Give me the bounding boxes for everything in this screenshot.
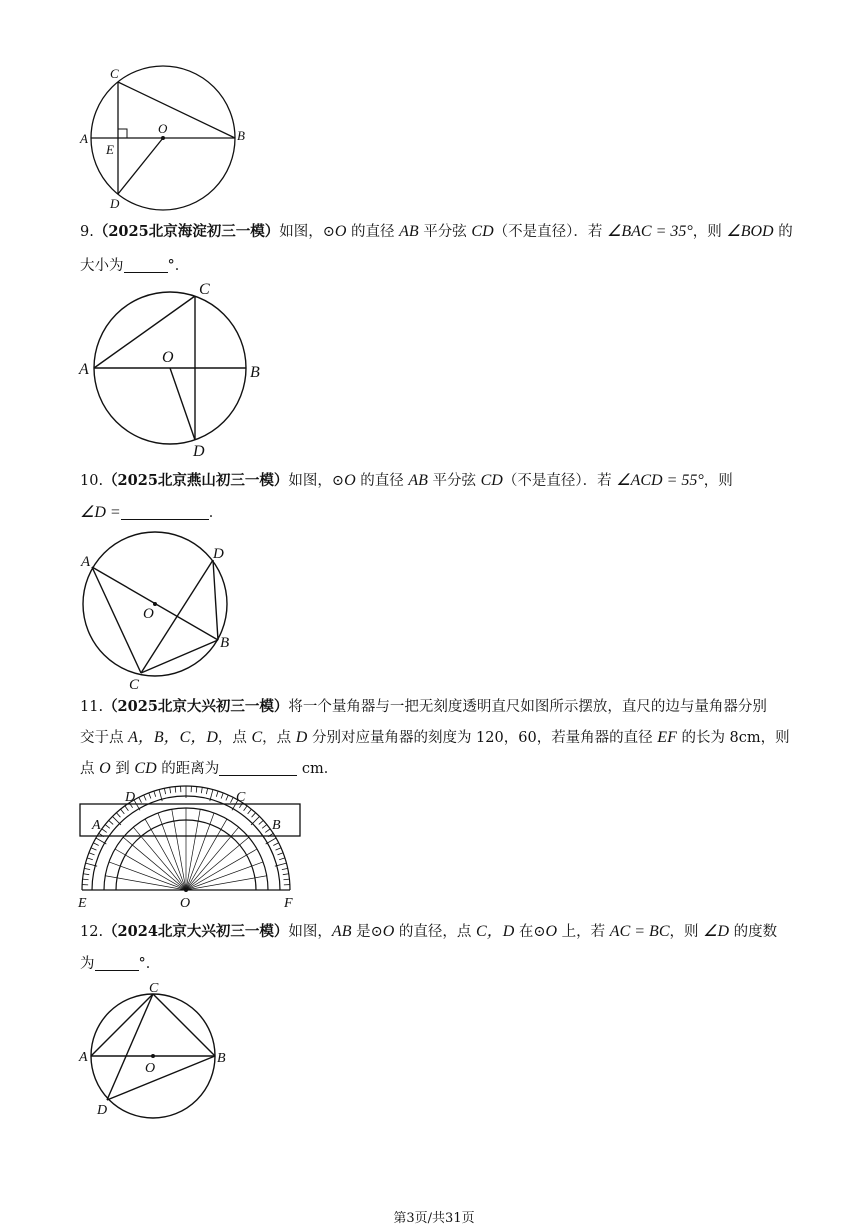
answer-blank[interactable] xyxy=(121,503,209,520)
protractor-tick xyxy=(244,806,248,811)
text: 的直径 xyxy=(346,224,400,240)
protractor-tick xyxy=(116,813,120,817)
question-source: （2024北京大兴初三一模） xyxy=(103,923,289,940)
text: 平分弦 xyxy=(418,224,472,240)
text: 在⊙ xyxy=(514,924,546,940)
text: 上，若 xyxy=(557,924,610,940)
protractor-tick xyxy=(283,879,289,880)
text: 的直径 xyxy=(355,473,409,489)
question-11-line-3 xyxy=(80,753,338,785)
protractor-tick xyxy=(144,795,146,800)
protractor-tick xyxy=(83,879,89,880)
protractor-tick xyxy=(105,825,110,829)
protractor-tick xyxy=(221,793,223,799)
protractor-tick xyxy=(96,838,106,844)
text: 的 xyxy=(773,224,793,240)
text: °． xyxy=(138,956,161,972)
math: C xyxy=(251,729,263,746)
label-b: B xyxy=(217,1051,226,1066)
question-11-line-2 xyxy=(80,722,790,754)
protractor-tick xyxy=(154,791,156,797)
protractor-tick xyxy=(283,874,289,875)
math: C，D xyxy=(476,923,515,940)
text: 的直径，点 xyxy=(394,924,477,940)
math: AB xyxy=(408,472,428,489)
question-11 xyxy=(80,691,767,723)
protractor-tick xyxy=(248,809,252,814)
protractor-tick xyxy=(91,848,96,850)
protractor-tick xyxy=(87,858,93,860)
label-d: D xyxy=(125,790,136,805)
question-10 xyxy=(80,465,733,497)
text: 如图，⊙ xyxy=(279,224,335,240)
text: ． xyxy=(208,505,224,521)
text: ，点 xyxy=(217,730,252,746)
label-d: D xyxy=(193,443,205,460)
question-9 xyxy=(80,216,793,248)
protractor-tick xyxy=(282,868,288,869)
text: 的距离为 xyxy=(156,761,220,777)
text: 为 xyxy=(80,956,95,972)
protractor-tick xyxy=(121,809,125,814)
math: O xyxy=(545,923,558,940)
label-b: B xyxy=(250,364,260,381)
text: 到 xyxy=(110,761,135,777)
math: CD xyxy=(471,223,494,240)
label-c: C xyxy=(199,281,210,298)
protractor-tick xyxy=(279,858,285,860)
protractor-tick xyxy=(89,853,95,855)
protractor-tick xyxy=(93,843,98,846)
label-b: B xyxy=(220,635,230,651)
label-c: C xyxy=(236,790,246,805)
text: （不是直径）．若 xyxy=(502,473,617,489)
label-o: O xyxy=(162,349,174,366)
question-9-line-2 xyxy=(80,250,189,282)
label-a: A xyxy=(79,1050,88,1065)
label-e: E xyxy=(78,896,87,911)
question-12-line-2 xyxy=(80,948,160,980)
math: AB xyxy=(399,223,419,240)
protractor-tick xyxy=(102,829,107,833)
text: 是⊙ xyxy=(351,924,383,940)
protractor-tick xyxy=(251,816,259,824)
protractor-tick xyxy=(109,820,113,824)
page-footer: 第3页/共31页 xyxy=(393,1211,475,1226)
protractor-tick xyxy=(277,853,283,855)
protractor-tick xyxy=(265,829,270,833)
protractor-tick xyxy=(273,843,278,846)
text: 大小为 xyxy=(80,258,124,274)
question-12 xyxy=(80,916,777,948)
text: ，则 xyxy=(669,924,704,940)
text: 如图， xyxy=(288,924,332,940)
label-o: O xyxy=(180,896,191,911)
protractor-tick xyxy=(84,868,90,869)
math: ∠D = xyxy=(80,504,121,521)
figure-q10 xyxy=(75,532,245,692)
label-o: O xyxy=(158,121,168,136)
protractor-tick xyxy=(252,813,256,817)
protractor-tick xyxy=(175,787,176,793)
label-a: A xyxy=(81,554,91,570)
text: ，则 xyxy=(692,224,727,240)
label-a: A xyxy=(80,131,88,146)
label-c: C xyxy=(149,981,159,996)
question-source: （2025北京海淀初三一模） xyxy=(93,223,280,240)
protractor-tick xyxy=(276,848,281,850)
math: AC = BC xyxy=(609,923,670,940)
label-o: O xyxy=(145,1061,156,1076)
label-a: A xyxy=(92,818,101,833)
text: ，则 xyxy=(703,473,733,489)
protractor-tick xyxy=(83,874,89,875)
protractor-tick xyxy=(125,806,129,811)
answer-blank[interactable] xyxy=(219,759,297,776)
question-number: 10. xyxy=(80,473,104,489)
protractor-tick xyxy=(226,795,228,800)
text: 的长为 8cm，则 xyxy=(676,730,790,746)
text: cm． xyxy=(297,761,339,777)
label-c: C xyxy=(110,66,119,81)
text: 将一个量角器与一把无刻度透明直尺如图所示摆放，直尺的边与量角器分别 xyxy=(288,699,767,715)
math: O xyxy=(99,760,111,777)
math: O xyxy=(382,923,395,940)
text: 交于点 xyxy=(80,730,129,746)
figure-q11-protractor xyxy=(70,785,310,915)
math: EF xyxy=(657,729,677,746)
math: CD xyxy=(480,472,503,489)
figure-q12 xyxy=(75,980,245,1120)
math: O xyxy=(344,472,356,489)
protractor-tick xyxy=(206,788,207,794)
math: O xyxy=(334,223,347,240)
math: ∠D xyxy=(703,923,729,940)
answer-blank[interactable] xyxy=(95,954,139,971)
math: D xyxy=(295,729,308,746)
label-o: O xyxy=(143,606,154,622)
text: °． xyxy=(167,258,190,274)
label-f: F xyxy=(284,896,293,911)
label-b: B xyxy=(237,128,245,143)
label-b: B xyxy=(272,818,281,833)
label-d: D xyxy=(110,196,120,211)
label-c: C xyxy=(129,677,140,693)
math: ∠ACD = 55° xyxy=(616,472,704,489)
protractor-tick xyxy=(230,797,233,802)
text: 点 xyxy=(80,761,100,777)
protractor-tick xyxy=(216,791,218,797)
protractor-tick xyxy=(266,838,276,844)
label-d: D xyxy=(97,1103,108,1118)
text: ，点 xyxy=(262,730,296,746)
protractor-tick xyxy=(112,816,120,824)
text: 分别对应量角器的刻度为 120，60，若量角器的直径 xyxy=(307,730,658,746)
text: 平分弦 xyxy=(427,473,481,489)
text: 的度数 xyxy=(729,924,778,940)
question-number: 9. xyxy=(80,224,94,240)
math: ∠BOD xyxy=(726,223,774,240)
label-d: D xyxy=(213,546,224,562)
math: AB xyxy=(331,923,352,940)
math: CD xyxy=(134,760,157,777)
figure-q9 xyxy=(75,280,275,460)
answer-blank[interactable] xyxy=(124,256,168,273)
protractor-tick xyxy=(139,797,142,802)
question-number: 12. xyxy=(80,924,104,940)
label-e: E xyxy=(106,142,114,157)
question-source: （2025北京大兴初三一模） xyxy=(103,698,289,715)
protractor-tick xyxy=(196,787,197,793)
protractor-tick xyxy=(170,787,171,793)
label-a: A xyxy=(79,361,89,378)
math: A，B，C，D xyxy=(128,729,218,746)
figure-q8 xyxy=(70,60,270,210)
protractor-tick xyxy=(259,820,263,824)
text: （不是直径）．若 xyxy=(493,224,607,240)
question-number: 11. xyxy=(80,699,104,715)
protractor-tick xyxy=(201,787,202,793)
protractor-tick xyxy=(262,825,267,829)
question-source: （2025北京燕山初三一模） xyxy=(103,472,289,489)
math: ∠BAC = 35° xyxy=(607,223,693,240)
protractor-tick xyxy=(149,793,151,799)
protractor-tick xyxy=(164,788,165,794)
question-10-line-2 xyxy=(80,497,223,529)
text: 如图，⊙ xyxy=(288,473,345,489)
